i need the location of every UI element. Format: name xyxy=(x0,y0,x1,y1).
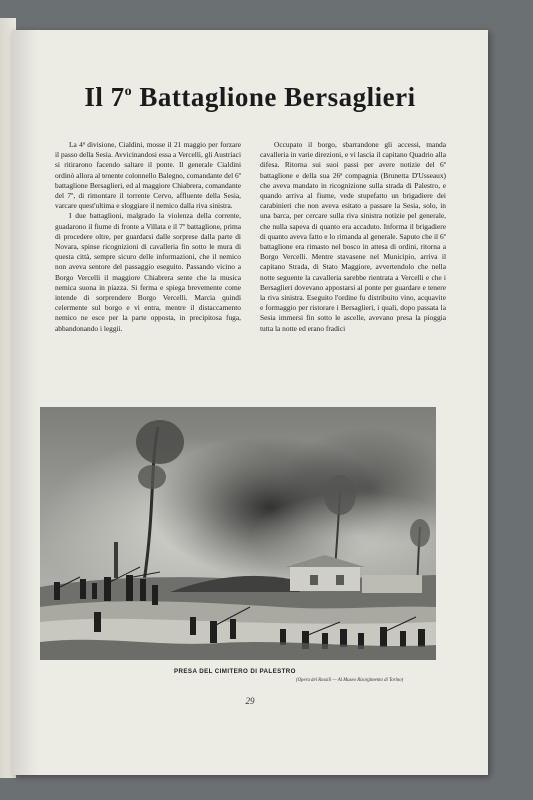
text-column-right xyxy=(260,140,446,334)
battle-painting-illustration xyxy=(40,407,436,660)
gutter-shadow xyxy=(12,30,38,775)
text-column-left xyxy=(55,140,241,334)
title-main: Il 7 xyxy=(84,82,125,112)
battle-painting xyxy=(40,407,436,660)
book-page xyxy=(12,30,488,775)
title-superscript: o xyxy=(124,84,133,99)
figure-caption: PRESA DEL CIMITERO DI PALESTRO xyxy=(174,668,296,675)
page-title xyxy=(12,82,488,113)
figure-credit: (Opera del Rossili — Al Museo Risorgimento di Torino) xyxy=(296,678,404,683)
paragraph: I due battaglioni, malgrado la violenza della corrente, guadarono il fiume di fronte a Villata e il 7º battaglione, prima di procedere oltre, per guardarsi dalle sorprese dalla parte di Novara, spinse ricognizioni di cavalleria fin sotto le mura di questa città, sempre sicuro delle informazioni, che il nemico non aveva sentore del passaggio eseguito. Passando vicino a Borgo Vercelli il maggiore Chiabrera sente che la musica nemica suona in piazza. Si ferma e spiega brevemente come intende di sorprendere Borgo Vercelli. Marcia quindi celermente sul borgo e vi entra, mentre il distaccamento nemico ne esce per la parte opposta, in precipitosa fuga, abbandonando i leggii. xyxy=(55,211,241,333)
title-rest: Battaglione Bersaglieri xyxy=(132,82,416,112)
paragraph: Occupato il borgo, sbarrandone gli accessi, manda cavalleria in varie direzioni, e vi lascia il capitano Quadrio alla difesa. Ritorna sui suoi passi per avere notizie del 6º battaglione e della sua 26ª compagnia (Brunetta D'Usseaux) che aveva mandato in ricognizione sulla strada di Palestro, e quando arriva al fiume, vede stupefatto un brigadiere dei carabinieri che non aveva esitato a passare la Sesia, solo, in una barca, per cercare sulla riva sinistra notizie pel generale, che nulla sapeva di quanto era accaduto. Informa il brigadiere di quanto aveva fatto e lo rimanda al generale. Saputo che il 6º battaglione era rimasto nel bosco in attesa di ordini, ritorna a Borgo Vercelli. Mentre stavasene nel Municipio, arriva il capitano Strada, di Stato Maggiore, avvertendolo che nella notte seguente la cavalleria sarebbe rientrata a Vercelli e che i Bersaglieri dovevano appostarsi al ponte per guardare e tenere la riva sinistra. Eseguito l'ordine fu distribuito vino, acquavite e formaggio per ristorare i Bersaglieri, i quali, dopo passata la Sesia immersi fin sotto le ascelle, avevano presa la pioggia tutta la notte ed erano fradici xyxy=(260,140,446,333)
paragraph: La 4ª divisione, Cialdini, mosse il 21 maggio per forzare il passo della Sesia. Avvicinandosi essa a Vercelli, gli Austriaci si ritirarono facendo saltare il ponte. Il generale Cialdini ordinò allora al tenente colonnello Balegno, comandante del 6º battaglione Bersaglieri, ed al maggiore Chiabrera, comandante del 7º, di rimontare il torrente Cervo, affluente della Sesia, varcare quest'ultima e sloggiare il nemico dalla riva sinistra. xyxy=(55,140,241,211)
page-number: 29 xyxy=(245,696,255,706)
